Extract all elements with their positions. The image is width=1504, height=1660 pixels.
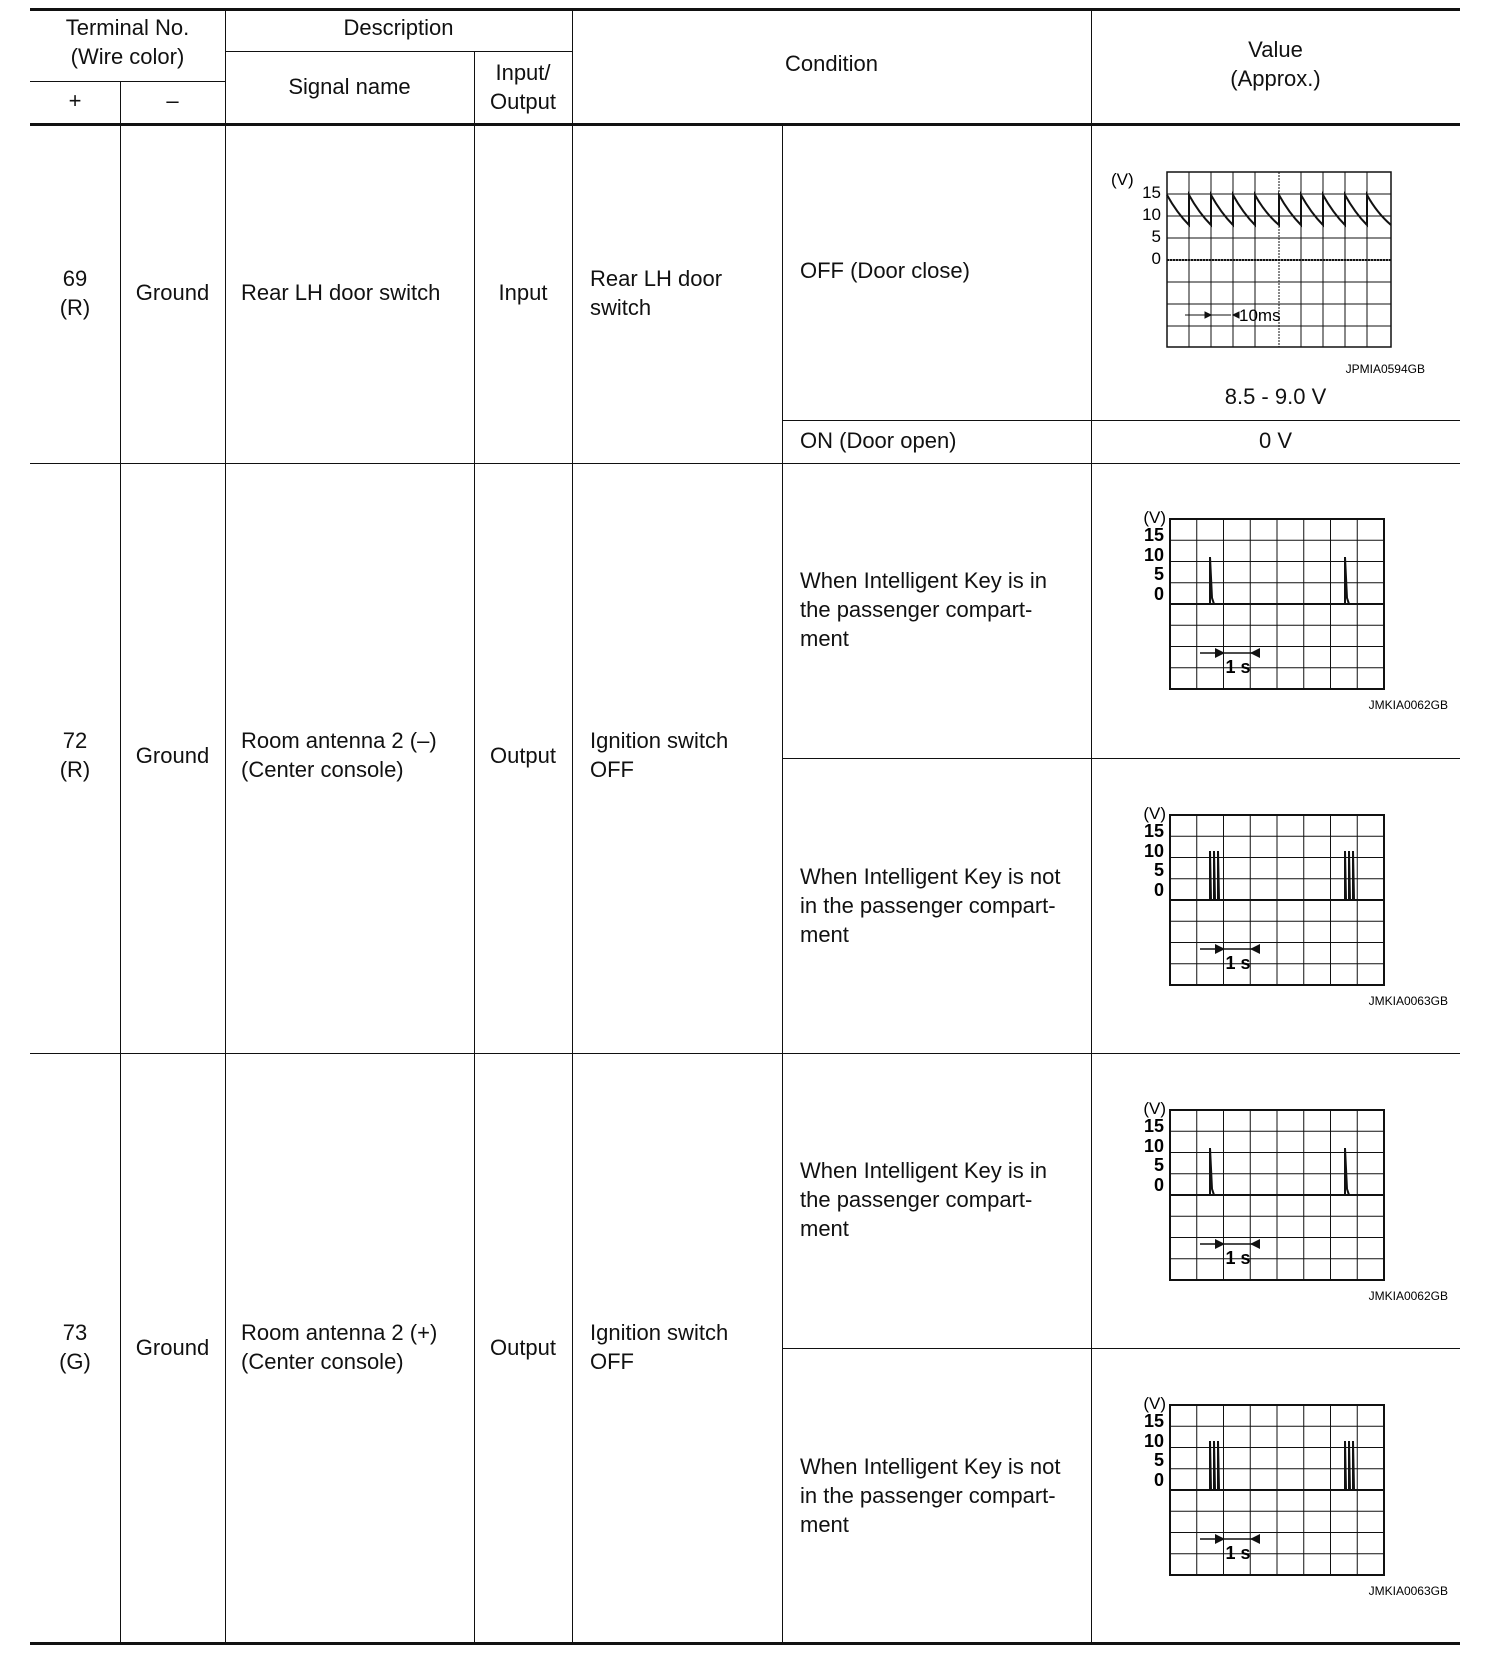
waveform-sawtooth	[1105, 165, 1435, 380]
subrow-divider	[782, 1348, 1460, 1349]
header-divider	[225, 51, 572, 52]
figure-code: JMKIA0063GB	[1368, 1584, 1448, 1598]
header-wire-color: (Wire color)	[70, 44, 185, 69]
subrow-divider	[782, 758, 1460, 759]
y-tick-label: 15	[1142, 183, 1161, 202]
y-tick-label: 10	[1143, 545, 1164, 565]
y-tick-label: 10	[1142, 205, 1161, 224]
sub-condition: When Intelligent Key is not	[800, 1454, 1061, 1479]
condition: OFF	[590, 757, 634, 782]
terminal-number: 73	[62, 1320, 88, 1345]
pulse-mark	[1210, 1441, 1211, 1490]
signal-name: (Center console)	[241, 757, 404, 782]
figure-code: JMKIA0063GB	[1368, 994, 1448, 1008]
header-signal-name: Signal name	[288, 74, 411, 99]
header-bottom-rule	[30, 123, 1460, 126]
waveform-grid	[1170, 1405, 1384, 1575]
y-tick-label: 0	[1153, 1470, 1164, 1490]
io-type: Input	[498, 280, 548, 305]
header-plus: +	[68, 88, 82, 113]
time-arrow	[1250, 1239, 1260, 1249]
terminal-number: 69	[62, 266, 88, 291]
pulse-mark	[1210, 557, 1214, 604]
y-tick-label: 0	[1153, 584, 1164, 604]
y-tick-label: 15	[1143, 1116, 1164, 1136]
pulse-mark	[1345, 851, 1346, 900]
col-divider	[782, 125, 783, 1643]
time-arrow	[1250, 1534, 1260, 1544]
waveform-unit: (V)	[1143, 1394, 1166, 1413]
pulse-mark	[1353, 1441, 1354, 1490]
waveform-pulse-burst	[1130, 801, 1460, 1016]
y-tick-label: 15	[1143, 821, 1164, 841]
header-value-line1: Value	[1248, 37, 1303, 62]
header-value-line2: (Approx.)	[1230, 66, 1321, 91]
y-tick-label: 5	[1153, 1450, 1164, 1470]
sub-condition: When Intelligent Key is in	[800, 1158, 1048, 1183]
waveform-grid	[1170, 815, 1384, 985]
table-top-rule	[30, 8, 1460, 11]
header-description: Description	[343, 15, 454, 40]
waveform-pulse-single	[1130, 1096, 1460, 1311]
sub-condition: ment	[800, 922, 849, 947]
sub-condition: OFF (Door close)	[800, 258, 970, 283]
pulse-mark	[1353, 851, 1354, 900]
waveform-unit: (V)	[1143, 804, 1166, 823]
condition: Ignition switch	[590, 1320, 729, 1345]
row-divider	[30, 463, 1460, 464]
pulse-mark	[1218, 851, 1219, 900]
pulse-mark	[1214, 1441, 1215, 1490]
row-divider	[30, 1053, 1460, 1054]
sub-condition: ment	[800, 626, 849, 651]
wire-color: (G)	[59, 1349, 91, 1374]
sub-condition: ment	[800, 1216, 849, 1241]
signal-name: Rear LH door switch	[241, 280, 441, 305]
signal-name: Room antenna 2 (+)	[241, 1320, 438, 1345]
y-tick-label: 15	[1143, 1411, 1164, 1431]
time-scale-label: 1 s	[1225, 1543, 1251, 1563]
condition: OFF	[590, 1349, 634, 1374]
col-divider	[225, 10, 226, 1643]
y-tick-label: 15	[1143, 525, 1164, 545]
waveform-unit: (V)	[1143, 1099, 1166, 1118]
wire-color: (R)	[59, 295, 91, 320]
minus-terminal: Ground	[135, 743, 210, 768]
pulse-mark	[1349, 1441, 1350, 1490]
header-io-line1: Input/	[495, 60, 551, 85]
y-tick-label: 10	[1143, 1136, 1164, 1156]
minus-terminal: Ground	[135, 1335, 210, 1360]
sub-condition: When Intelligent Key is not	[800, 864, 1061, 889]
y-tick-label: 5	[1153, 1155, 1164, 1175]
waveform-pulse-burst	[1130, 1391, 1460, 1606]
time-scale-label: 10ms	[1239, 306, 1281, 325]
condition: Rear LH door	[590, 266, 723, 291]
time-scale-label: 1 s	[1225, 1248, 1251, 1268]
header-condition: Condition	[785, 51, 878, 76]
y-tick-label: 10	[1143, 841, 1164, 861]
col-divider	[120, 82, 121, 1643]
time-scale-label: 1 s	[1225, 953, 1251, 973]
minus-terminal: Ground	[135, 280, 210, 305]
voltage-value: 0 V	[1258, 428, 1293, 453]
table-bottom-rule	[30, 1642, 1460, 1645]
y-tick-label: 5	[1151, 227, 1161, 246]
io-type: Output	[489, 1335, 557, 1360]
y-tick-label: 0	[1151, 249, 1161, 268]
y-tick-label: 0	[1153, 880, 1164, 900]
condition: Ignition switch	[590, 728, 729, 753]
signal-name: Room antenna 2 (–)	[241, 728, 437, 753]
sub-condition: When Intelligent Key is in	[800, 568, 1048, 593]
pulse-mark	[1218, 1441, 1219, 1490]
pulse-mark	[1210, 1148, 1214, 1195]
sub-condition: the passenger compart-	[800, 597, 1033, 622]
y-tick-label: 10	[1143, 1431, 1164, 1451]
io-type: Output	[489, 743, 557, 768]
sub-condition: in the passenger compart-	[800, 893, 1056, 918]
figure-code: JMKIA0062GB	[1368, 698, 1448, 712]
pulse-mark	[1349, 851, 1350, 900]
pulse-mark	[1214, 851, 1215, 900]
sub-condition: ON (Door open)	[800, 428, 957, 453]
pulse-mark	[1345, 1148, 1349, 1195]
y-tick-label: 5	[1153, 860, 1164, 880]
terminal-number: 72	[62, 728, 88, 753]
subrow-divider	[782, 420, 1460, 421]
pulse-mark	[1345, 1441, 1346, 1490]
header-terminal-no: Terminal No.	[65, 15, 190, 40]
y-tick-label: 0	[1153, 1175, 1164, 1195]
figure-code: JMKIA0062GB	[1368, 1289, 1448, 1303]
condition: switch	[590, 295, 652, 320]
sub-condition: ment	[800, 1512, 849, 1537]
waveform-pulse-single	[1130, 505, 1460, 720]
waveform-grid	[1170, 1110, 1384, 1280]
sub-condition: in the passenger compart-	[800, 1483, 1056, 1508]
col-divider	[572, 10, 573, 1643]
sub-condition: the passenger compart-	[800, 1187, 1033, 1212]
pulse-mark	[1345, 557, 1349, 604]
pulse-mark	[1210, 851, 1211, 900]
signal-name: (Center console)	[241, 1349, 404, 1374]
header-minus: –	[166, 88, 179, 113]
waveform-grid	[1170, 519, 1384, 689]
waveform-unit: (V)	[1111, 170, 1134, 189]
time-arrow	[1250, 944, 1260, 954]
wire-color: (R)	[59, 757, 91, 782]
time-scale-label: 1 s	[1225, 657, 1251, 677]
header-io-line2: Output	[489, 89, 557, 114]
header-divider	[30, 81, 225, 82]
col-divider	[1091, 10, 1092, 1643]
voltage-value: 8.5 - 9.0 V	[1224, 384, 1327, 409]
y-tick-label: 5	[1153, 564, 1164, 584]
time-arrow	[1250, 648, 1260, 658]
figure-code: JPMIA0594GB	[1345, 362, 1425, 376]
waveform-unit: (V)	[1143, 508, 1166, 527]
